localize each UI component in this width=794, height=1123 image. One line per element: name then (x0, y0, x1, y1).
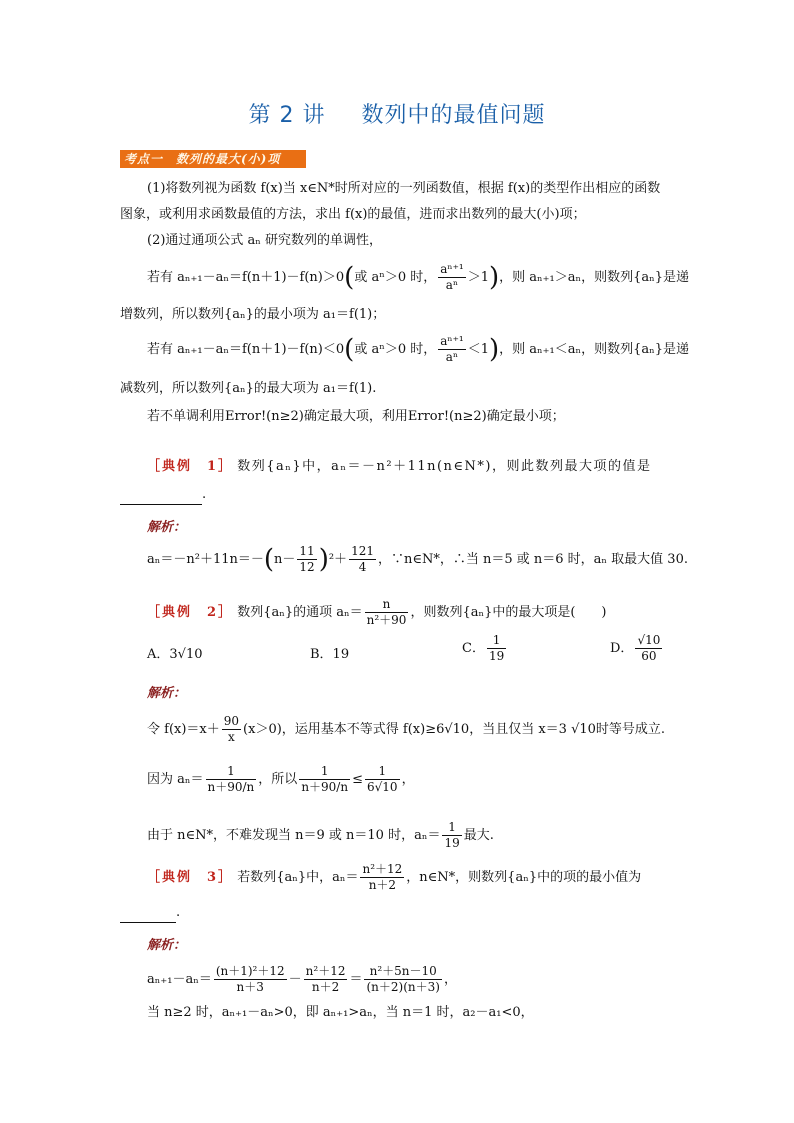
example-2-solution-2: 因为 aₙ＝ $\frac{1}{n+90/n}$ ，所以 $\frac{1}{n+90/n}$ ≤ $\frac{1}{6√10}$ ， (147, 764, 415, 794)
lecture-number: 第 2 讲 (248, 103, 326, 128)
dec-text-d: ，则 aₙ₊₁＜aₙ，则数列{aₙ}是递 (499, 342, 690, 357)
example-2-problem: ［典例 2］ 数列{aₙ}的通项 aₙ＝ $\frac{n}{\text{n²＋90}}$ ，则数列{aₙ}中的最大项是( ) (147, 597, 607, 627)
lecture-topic: 数列中的最值问题 (361, 103, 546, 128)
paren-close-icon: ) (489, 262, 500, 293)
example-1-answer-line: . (120, 486, 206, 505)
example-3-solution-2: 当 n≥2 时，aₙ₊₁－aₙ>0，即 aₙ₊₁>aₙ，当 n＝1 时，a₂－a₁<0， (147, 1005, 534, 1020)
answer-blank (120, 904, 176, 923)
dec-ratio-fraction: $\frac{\text{aⁿ⁺¹}}{\text{aⁿ}}$ (440, 334, 464, 364)
choice-b[interactable]: B．19 (310, 647, 350, 662)
example-1-problem (147, 458, 652, 476)
dec-text-b: 或 aⁿ＞0 时， (354, 342, 437, 357)
method-paragraph-2: (2)通过通项公式 aₙ 研究数列的单调性， (147, 233, 383, 248)
inc-text-a: 若有 aₙ₊₁－aₙ＝f(n＋1)－f(n)＞0 (147, 270, 345, 285)
example-2-tag: ［典例 2］ (147, 605, 234, 620)
inc-text-d: ，则 aₙ₊₁＞aₙ，则数列{aₙ}是递 (499, 270, 690, 285)
example-1-solution: aₙ＝－n²＋11n＝－(n－ $\frac{11}{12}$ )²＋ $\frac{121}{4}$ ，∵n∈N*，∴当 n＝5 或 n＝6 时，aₙ 取最大值 30. (147, 544, 688, 575)
example-2-solution-label: 解析： (147, 686, 187, 701)
inc-ratio-fraction: $\frac{\text{aⁿ⁺¹}}{\text{aⁿ}}$ (440, 262, 464, 292)
decreasing-conclusion: 减数列，所以数列{aₙ}的最大项为 a₁＝f(1). (120, 381, 377, 396)
increasing-conclusion: 增数列，所以数列{aₙ}的最小项为 a₁＝f(1)； (120, 307, 386, 322)
method-paragraph-1b: 图象，或利用求函数最值的方法，求出 f(x)的最值，进而求出数列的最大(小)项； (120, 207, 586, 222)
section-heading-badge: 考点一 数列的最大(小)项 (120, 150, 306, 168)
choice-a[interactable]: A．3√10 (147, 647, 203, 662)
example-1-text: 数列{aₙ}中，aₙ＝－n²＋11n(n∈N*)，则此数列最大项的值是 (237, 459, 652, 474)
paren-open-icon: ( (344, 334, 355, 365)
increasing-condition (147, 262, 689, 293)
fraction-121-4: $\frac{121}{4}$ (351, 544, 374, 574)
example-3-solution-label: 解析： (147, 938, 187, 953)
page-title (0, 98, 794, 129)
answer-blank (120, 486, 202, 505)
example-3-problem: ［典例 3］ 若数列{aₙ}中，aₙ＝ $\frac{\text{n²＋12}}{n+2}$ ，n∈N*，则数列{aₙ}中的项的最小值为 (147, 862, 642, 892)
fraction-11-12: $\frac{11}{12}$ (299, 544, 315, 574)
dec-text-c: ＜1 (467, 342, 490, 357)
example-3-answer-line: . (120, 904, 180, 923)
example-1-tag: ［典例 1］ (147, 459, 234, 474)
non-monotonic-note: 若不单调利用Error!(n≥2)确定最大项，利用Error!(n≥2)确定最小项； (147, 409, 565, 424)
example-1-solution-label: 解析： (147, 520, 187, 535)
decreasing-condition (147, 334, 689, 365)
example-2-solution-1: 令 f(x)＝x＋ $\frac{90}{x}$ (x＞0)，运用基本不等式得 f(x)≥6√10，当且仅当 x＝3 √10时等号成立. (147, 714, 666, 744)
method-paragraph-1a: (1)将数列视为函数 f(x)当 x∈N*时所对应的一列函数值，根据 f(x)的类型作出相应的函数 (147, 181, 661, 196)
paren-open-icon: ( (344, 262, 355, 293)
choice-d[interactable]: D． $\frac{√10}{60}$ (610, 633, 661, 663)
example-3-tag: ［典例 3］ (147, 870, 234, 885)
choice-c[interactable]: C． $\frac{1}{19}$ (462, 633, 505, 663)
example-2-solution-3: 由于 n∈N*，不难发现当 n＝9 或 n＝10 时，aₙ＝ $\frac{1}{19}$ 最大. (147, 820, 494, 850)
example-3-solution-1: aₙ₊₁－aₙ＝ $\frac{\text{(n＋1)²＋12}}{n+3}$ － $\frac{\text{n²＋12}}{n+2}$ ＝ $\frac{\text{n²＋5n－10}}{(n+2)(n+3)}$ ， (147, 964, 457, 994)
inc-text-b: 或 aⁿ＞0 时， (354, 270, 437, 285)
fraction-n-over-n2-90: $\frac{n}{\text{n²＋90}}$ (366, 597, 407, 627)
paren-close-icon: ) (489, 334, 500, 365)
inc-text-c: ＞1 (467, 270, 490, 285)
dec-text-a: 若有 aₙ₊₁－aₙ＝f(n＋1)－f(n)＜0 (147, 342, 345, 357)
